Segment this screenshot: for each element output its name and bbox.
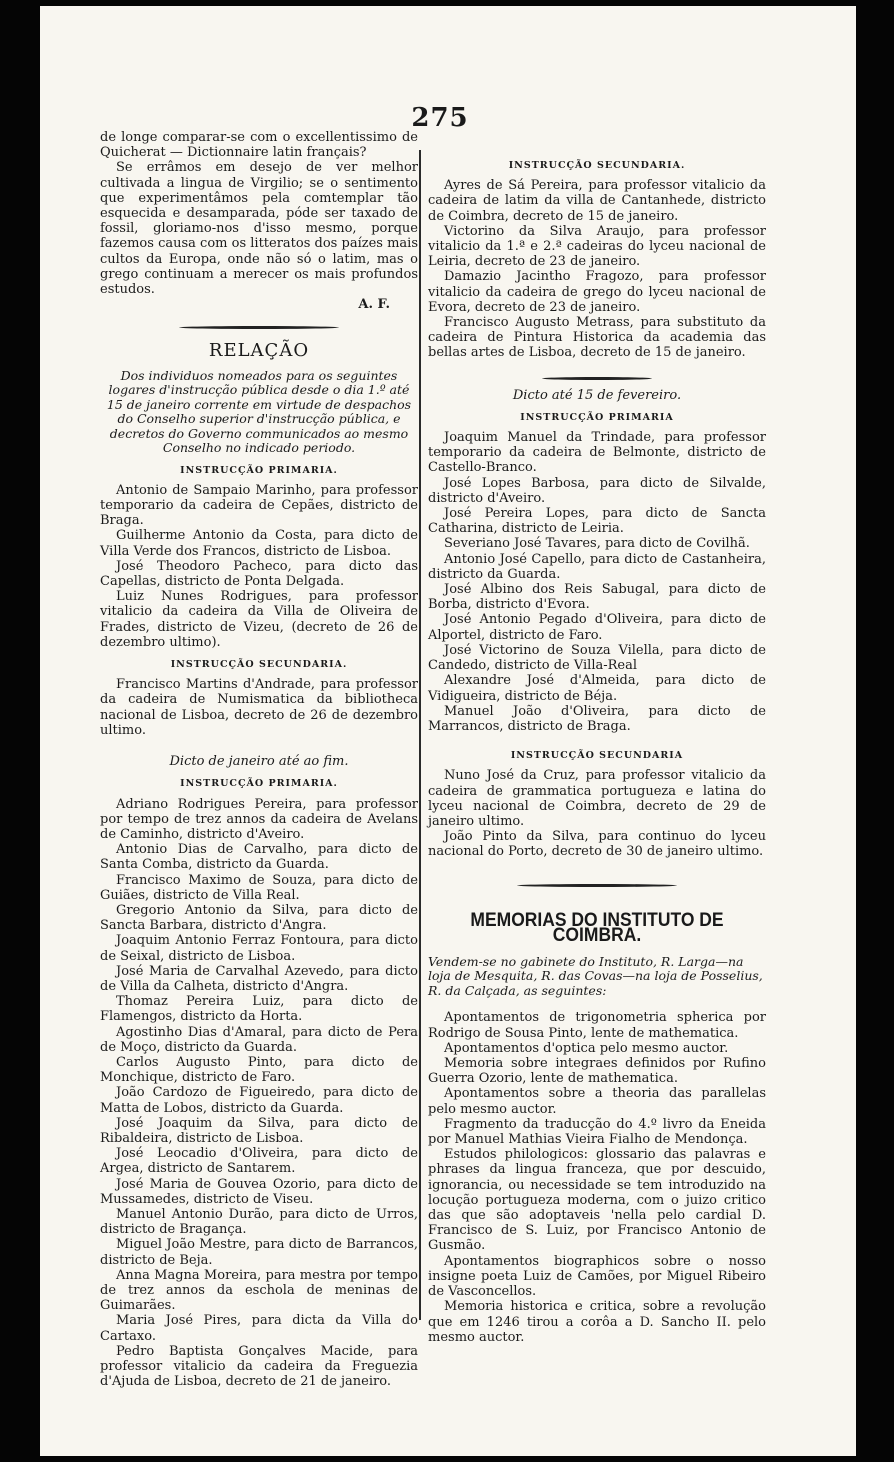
list-item: Gregorio Antonio da Silva, para dicto de Sancta Barbara, districto d'Angra. [100, 902, 418, 934]
section-heading: INSTRUCÇÃO SECUNDARIA [510, 750, 684, 762]
section-heading: INSTRUCÇÃO SECUNDARIA. [170, 659, 348, 671]
list-item: José Joaquim da Silva, para dicto de Ribaldeira, districto de Lisboa. [100, 1115, 418, 1146]
memorias-title: MEMORIAS DO INSTITUTO DE COIMBRA. [470, 909, 724, 946]
list-item: Memoria historica e critica, sobre a revolução que em 1246 tirou a corôa a D. Sancho II. pelo mesmo auctor. [428, 1299, 766, 1345]
section-heading: INSTRUCÇÃO PRIMARIA. [180, 464, 338, 476]
intro-paragraph-2: Se errâmos em desejo de ver melhor cultivada a lingua de Virgilio; se o sentimento que experimentâmos pela comtemplar tão esquecida e desamparada, póde ser taxado de fossil, gloriamo-nos d'isso mesmo, porque fazemos causa com os litteratos dos paízes mais cultos da Europa, onde não só o latim, mas o grego continuam a merecer os mais profundos estudos. [100, 160, 418, 298]
list-item: Adriano Rodrigues Pereira, para professor por tempo de trez annos da cadeira de Avelans de Caminho, districto d'Aveiro. [100, 796, 418, 842]
list-item: José Pereira Lopes, para dicto de Sancta Catharina, districto de Leiria. [428, 506, 766, 537]
right-column [428, 158, 766, 1345]
list-item: Antonio José Capello, para dicto de Castanheira, districto da Guarda. [428, 551, 766, 582]
memorias-intro: Vendem-se no gabinete do Instituto, R. Larga—na loja de Mesquita, R. das Covas—na loja de Posselius, R. da Calçada, as seguintes: [428, 953, 763, 998]
relacao-title: RELAÇÃO [208, 340, 310, 362]
appointment-list [428, 178, 766, 360]
list-item: Luiz Nunes Rodrigues, para professor vitalicio da cadeira da Villa de Oliveira de Frades, districto de Vizeu, (decreto de 26 de dezembro ultimo). [100, 589, 418, 650]
list-item: Nuno José da Cruz, para professor vitalicio da cadeira de grammatica portugueza e latina do lyceu nacional de Coimbra, decreto de 29 de janeiro ultimo. [428, 768, 766, 829]
list-item: José Albino dos Reis Sabugal, para dicto de Borba, districto d'Evora. [428, 582, 766, 613]
list-item: José Theodoro Pacheco, para dicto das Capellas, districto de Ponta Delgada. [100, 558, 418, 590]
list-item: José Leocadio d'Oliveira, para dicto de Argea, districto de Santarem. [100, 1146, 418, 1177]
list-item: Thomaz Pereira Luiz, para dicto de Flamengos, districto da Horta. [100, 994, 418, 1025]
list-item: Manuel João d'Oliveira, para dicto de Marrancos, districto de Braga. [428, 703, 766, 734]
list-item: Francisco Maximo de Souza, para dicto de Guiães, districto de Villa Real. [100, 872, 418, 903]
list-item: Pedro Baptista Gonçalves Macide, para professor vitalicio da cadeira da Freguezia d'Ajuda de Lisboa, decreto de 21 de janeiro. [100, 1343, 418, 1390]
list-item: Antonio de Sampaio Marinho, para professor temporario da cadeira de Cepães, districto de Braga. [100, 482, 418, 529]
list-item: Apontamentos sobre a theoria das parallelas pelo mesmo auctor. [428, 1086, 766, 1117]
left-column [100, 130, 418, 1389]
list-item: José Victorino de Souza Vilella, para dicto de Candedo, districto de Villa-Real [428, 642, 766, 674]
period-heading: Dicto de janeiro até ao fim. [169, 754, 349, 770]
list-item: Carlos Augusto Pinto, para dicto de Monchique, districto de Faro. [100, 1054, 418, 1086]
list-item: Joaquim Manuel da Trindade, para professor temporario da cadeira de Belmonte, districto de Castello-Branco. [428, 430, 766, 476]
list-item: Apontamentos d'optica pelo mesmo auctor. [444, 1040, 729, 1056]
list-item: Victorino da Silva Araujo, para professor vitalicio da 1.ª e 2.ª cadeiras do lyceu nacional de Leiria, decreto de 23 de janeiro. [428, 223, 766, 270]
section-heading: INSTRUCÇÃO PRIMARIA. [180, 778, 338, 790]
list-item: Apontamentos de trigonometria spherica por Rodrigo de Sousa Pinto, lente de mathematica. [428, 1010, 766, 1041]
list-item: Anna Magna Moreira, para mestra por tempo de trez annos da eschola de meninas de Guimarães. [100, 1267, 418, 1314]
list-item: Miguel João Mestre, para dicto de Barrancos, districto de Beja. [100, 1237, 418, 1268]
list-item: José Antonio Pegado d'Oliveira, para dicto de Alportel, districto de Faro. [428, 612, 766, 643]
list-item: José Lopes Barbosa, para dicto de Silvalde, districto d'Aveiro. [428, 475, 766, 506]
signature: A. F. [358, 297, 390, 313]
divider-rule [542, 377, 652, 380]
list-item: Severiano José Tavares, para dicto de Covilhã. [444, 536, 750, 552]
list-item: Guilherme Antonio da Costa, para dicto de Villa Verde dos Francos, districto de Lisboa. [100, 528, 418, 559]
appointment-list [100, 797, 418, 1390]
list-item: Francisco Martins d'Andrade, para professor da cadeira de Numismatica da bibliotheca nacional de Lisboa, decreto de 26 de dezembro ultimo. [100, 677, 418, 738]
appointment-list [100, 677, 418, 738]
list-item: Francisco Augusto Metrass, para substituto da cadeira de Pintura Historica da academia das bellas artes de Lisboa, decreto de 15 de janeiro. [428, 315, 766, 361]
appointment-list [428, 768, 766, 859]
list-item: Joaquim Antonio Ferraz Fontoura, para dicto de Seixal, districto de Lisboa. [100, 933, 418, 964]
relacao-intro: Dos individuos nomeados para os seguintes logares d'instrucção pública desde o dia 1.º até 15 de janeiro corrente em virtude de despachos do Conselho superior d'instrucção pública, e decretos do Governo communicados ao mesmo Conselho no indicado periodo. [106, 367, 412, 456]
list-item: Maria José Pires, para dicta da Villa do Cartaxo. [100, 1313, 418, 1344]
period-heading: Dicto até 15 de fevereiro. [512, 387, 682, 403]
list-item: Antonio Dias de Carvalho, para dicto de Santa Comba, districto da Guarda. [100, 842, 418, 873]
page-number: 275 [411, 103, 469, 133]
list-item: João Cardozo de Figueiredo, para dicto de Matta de Lobos, districto da Guarda. [100, 1085, 418, 1116]
section-heading: INSTRUCÇÃO PRIMARIA [520, 411, 674, 423]
list-item: Manuel Antonio Durão, para dicto de Urros, districto de Bragança. [100, 1206, 418, 1238]
appointment-list [100, 483, 418, 650]
list-item: José Maria de Carvalhal Azevedo, para dicto de Villa da Calheta, districto d'Angra. [100, 963, 418, 994]
publication-list [428, 1010, 766, 1344]
list-item: Agostinho Dias d'Amaral, para dicto de Pera de Moço, districto da Guarda. [100, 1024, 418, 1055]
section-heading: INSTRUCÇÃO SECUNDARIA. [508, 160, 686, 171]
intro-paragraph-1: de longe comparar-se com o excellentissimo de Quicherat — Dictionnaire latin français? [100, 130, 418, 161]
list-item: Damazio Jacintho Fragozo, para professor vitalicio da cadeira de grego do lyceu nacional de Evora, decreto de 23 de janeiro. [428, 269, 766, 315]
list-item: Memoria sobre integraes definidos por Rufino Guerra Ozorio, lente de mathematica. [428, 1056, 766, 1087]
list-item: Apontamentos biographicos sobre o nosso insigne poeta Luiz de Camões, por Miguel Ribeiro de Vasconcellos. [428, 1253, 766, 1300]
divider-rule [517, 884, 677, 887]
column-divider [419, 150, 421, 1320]
list-item: José Maria de Gouvea Ozorio, para dicto de Mussamedes, districto de Viseu. [100, 1176, 418, 1207]
list-item: Fragmento da traducção do 4.º livro da Eneida por Manuel Mathias Vieira Fialho de Mendonça. [428, 1116, 766, 1148]
list-item: Estudos philologicos: glossario das palavras e phrases da lingua franceza, que por descuido, ignorancia, ou necessidade se tem introduzido na locução portugueza moderna, com o juizo critico das que são adoptaveis 'nella pelo cardial D. Francisco de S. Luiz, por Francisco Antonio de Gusmão. [428, 1147, 766, 1254]
list-item: João Pinto da Silva, para continuo do lyceu nacional do Porto, decreto de 30 de janeiro ultimo. [428, 829, 766, 860]
list-item: Alexandre José d'Almeida, para dicto de Vidigueira, districto de Béja. [428, 673, 766, 704]
divider-rule [179, 326, 339, 329]
list-item: Ayres de Sá Pereira, para professor vitalicio da cadeira de latim da villa de Cantanhede, districto de Coimbra, decreto de 15 de janeiro. [428, 178, 766, 224]
appointment-list [428, 430, 766, 734]
